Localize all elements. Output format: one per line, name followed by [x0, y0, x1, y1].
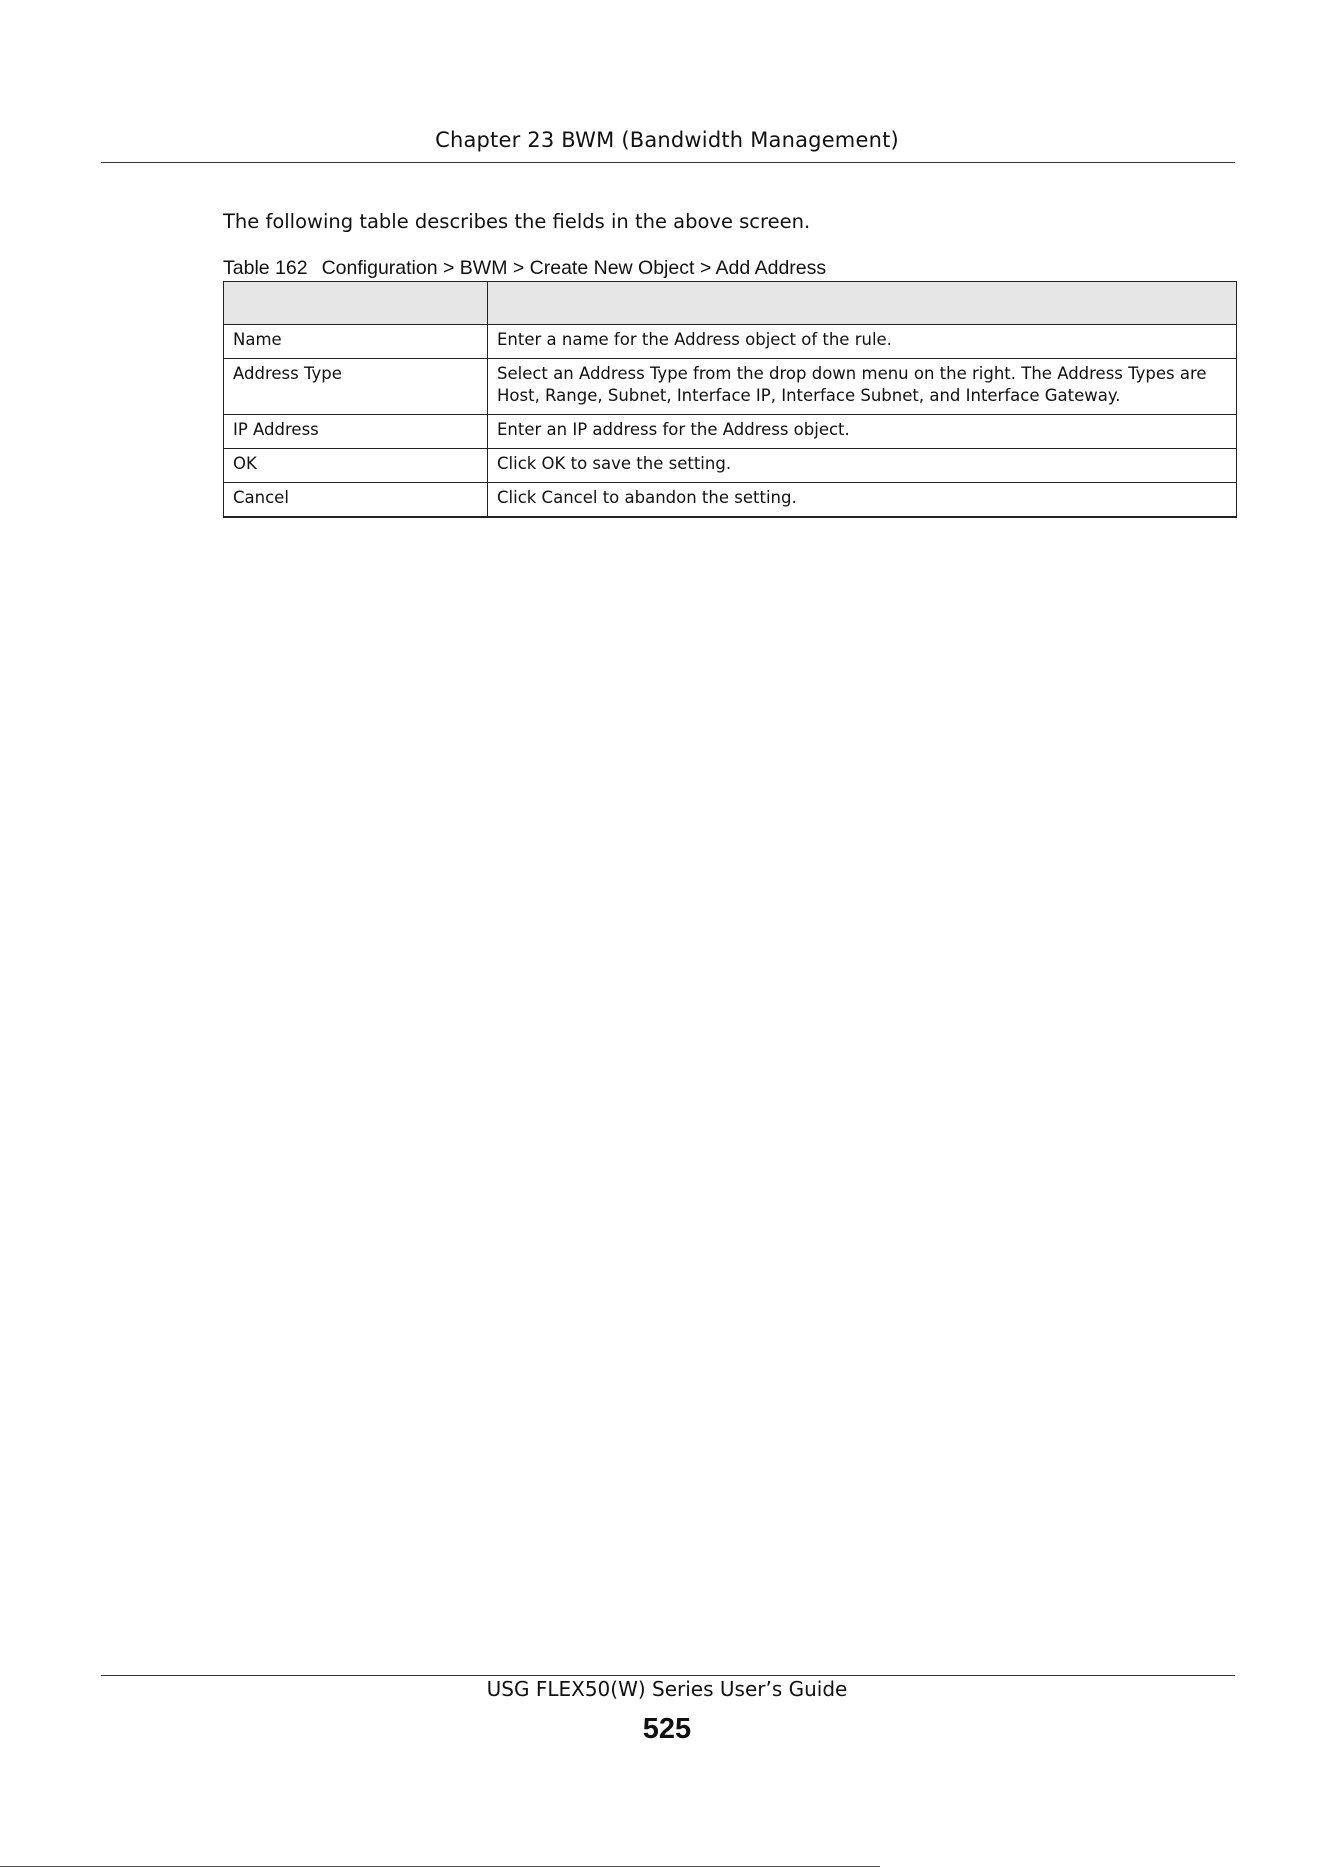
row-label: Address Type	[224, 359, 488, 415]
table-row	[224, 483, 1237, 518]
guide-title: USG FLEX50(W) Series User’s Guide	[486, 1677, 848, 1701]
table-row	[224, 415, 1237, 449]
bottom-edge-line	[0, 1866, 880, 1867]
row-label: Cancel	[224, 483, 488, 518]
chapter-title: Chapter 23 BWM (Bandwidth Management)	[435, 128, 899, 152]
field-description-table	[223, 281, 1237, 518]
table-header-row	[224, 282, 1237, 325]
table-row	[224, 449, 1237, 483]
row-description: Select an Address Type from the drop down menu on the right. The Address Types are Host, Range, Subnet, Interface IP, Interface Subnet, and Interface Gateway.	[488, 359, 1237, 415]
row-label: Name	[224, 325, 488, 359]
row-description: Enter a name for the Address object of the rule.	[488, 325, 1237, 359]
table-caption	[223, 257, 826, 280]
header-divider	[101, 162, 1235, 163]
table-caption-text: Configuration > BWM > Create New Object > Add Address	[321, 257, 827, 279]
row-description: Click OK to save the setting.	[488, 449, 1237, 483]
table-row	[224, 325, 1237, 359]
footer-divider	[101, 1675, 1235, 1676]
table-header-description	[488, 282, 1237, 325]
row-label: IP Address	[224, 415, 488, 449]
row-description: Enter an IP address for the Address object.	[488, 415, 1237, 449]
table-row	[224, 359, 1237, 415]
row-label: OK	[224, 449, 488, 483]
row-description: Click Cancel to abandon the setting.	[488, 483, 1237, 518]
table-header-label	[224, 282, 488, 325]
intro-paragraph: The following table describes the fields in the above screen.	[223, 210, 811, 233]
page-number: 525	[642, 1713, 692, 1745]
table-caption-number: Table 162	[223, 257, 308, 279]
